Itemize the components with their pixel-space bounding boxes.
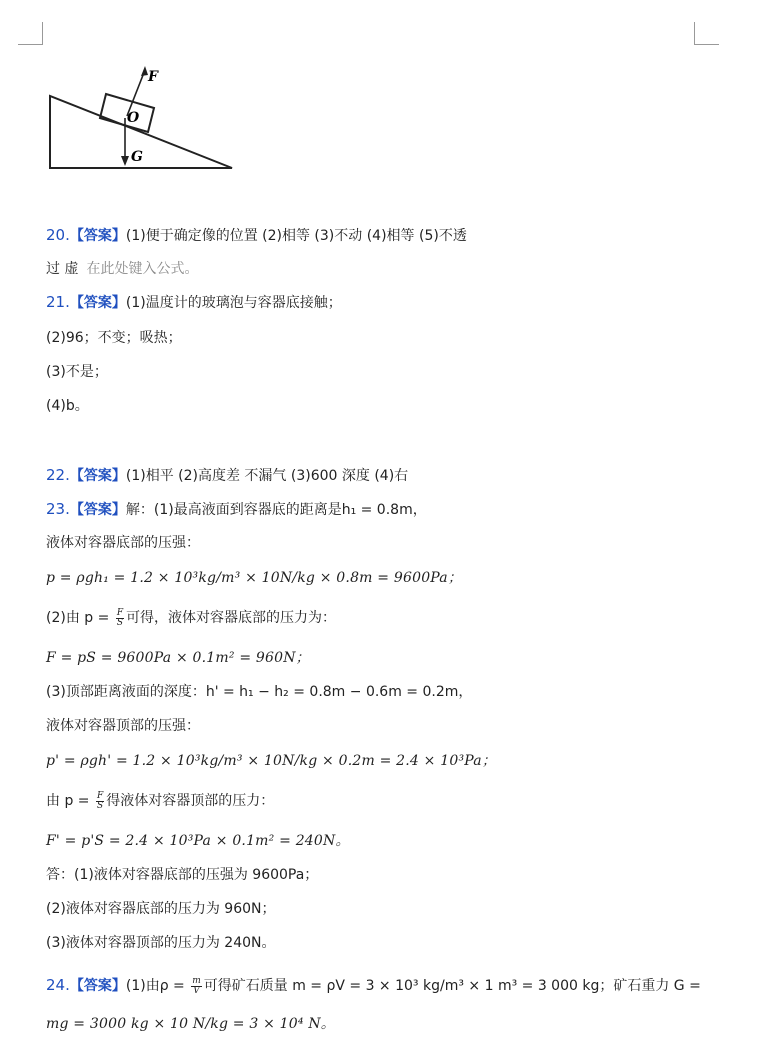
fraction-numerator: F bbox=[116, 607, 124, 618]
force-f-arrowhead bbox=[141, 66, 148, 76]
answer-tag: 【答案】 bbox=[69, 978, 126, 994]
answer-21 bbox=[46, 292, 342, 313]
answer-22 bbox=[46, 465, 408, 486]
equation-prefix: 由 p = bbox=[46, 793, 94, 809]
answer-23-conclusion-3: (3)液体对容器顶部的压力为 240N。 bbox=[46, 935, 276, 951]
incline-force-diagram bbox=[44, 56, 244, 176]
answer-23-line-6: (3)顶部距离液面的深度：h' = h₁ − h₂ = 0.8m − 0.6m = 0.2m， bbox=[46, 684, 473, 700]
point-label: O bbox=[127, 110, 140, 126]
weight-label: G bbox=[131, 149, 143, 165]
question-number: 20. bbox=[46, 226, 70, 244]
answer-21-line-2: (2)96；不变；吸热； bbox=[46, 330, 182, 346]
fraction-f-over-s bbox=[96, 792, 104, 811]
answer-23-conclusion-1: 答：(1)液体对容器底部的压强为 9600Pa； bbox=[46, 867, 319, 883]
answer-tag: 【答案】 bbox=[69, 295, 126, 311]
crop-mark-top-right bbox=[694, 22, 719, 45]
answer-tag: 【答案】 bbox=[69, 502, 126, 518]
answer-text: 解：(1)最高液面到容器底的距离是h₁ = 0.8m， bbox=[125, 502, 427, 518]
answer-text: (1)便于确定像的位置 (2)相等 (3)不动 (4)相等 (5)不透 bbox=[125, 228, 467, 244]
question-number: 22. bbox=[46, 466, 70, 484]
equation-gravity: mg = 3000 kg × 10 N/kg = 3 × 10⁴ N。 bbox=[46, 1016, 335, 1032]
answer-text: 过 虚 bbox=[46, 261, 79, 277]
equation-pressure-top: p' = ρgh' = 1.2 × 10³kg/m³ × 10N/kg × 0.2m = 2.4 × 10³Pa； bbox=[46, 753, 497, 769]
question-number: 24. bbox=[46, 976, 70, 994]
fraction-denominator: S bbox=[97, 800, 104, 811]
answer-24 bbox=[46, 975, 701, 996]
answer-text: (1)由ρ = bbox=[125, 978, 190, 994]
fraction-denominator: V bbox=[193, 985, 200, 996]
answer-23 bbox=[46, 499, 427, 520]
answer-text: (1)相平 (2)高度差 不漏气 (3)600 深度 (4)右 bbox=[125, 468, 409, 484]
equation-force-top: F' = p'S = 2.4 × 10³Pa × 0.1m² = 240N。 bbox=[46, 833, 350, 849]
answer-20-continued bbox=[46, 259, 198, 279]
answer-text: 得液体对容器顶部的压力： bbox=[106, 793, 275, 809]
answer-23-conclusion-2: (2)液体对容器底部的压力为 960N； bbox=[46, 901, 276, 917]
fraction-numerator: m bbox=[192, 975, 201, 986]
answer-23-line-7: 液体对容器顶部的压强： bbox=[46, 718, 200, 734]
answer-23-line-9 bbox=[46, 791, 274, 811]
equation-placeholder[interactable]: 在此处键入公式。 bbox=[86, 261, 199, 277]
answer-21-line-3: (3)不是； bbox=[46, 364, 108, 380]
answer-text: (1)温度计的玻璃泡与容器底接触； bbox=[125, 295, 342, 311]
equation-pressure-bottom: p = ρgh₁ = 1.2 × 10³kg/m³ × 10N/kg × 0.8m = 9600Pa； bbox=[46, 570, 463, 586]
answer-23-line-2: 液体对容器底部的压强： bbox=[46, 535, 200, 551]
equation-prefix: (2)由 p = bbox=[46, 610, 114, 626]
answer-text: 可得，液体对容器底部的压力为： bbox=[126, 610, 337, 626]
fraction-f-over-s bbox=[116, 609, 124, 628]
answer-23-line-4 bbox=[46, 608, 336, 628]
answer-text: 可得矿石质量 m = ρV = 3 × 10³ kg/m³ × 1 m³ = 3 000 kg；矿石重力 G = bbox=[203, 978, 701, 994]
fraction-numerator: F bbox=[96, 790, 104, 801]
force-label: F bbox=[148, 69, 158, 85]
answer-tag: 【答案】 bbox=[69, 228, 126, 244]
question-number: 23. bbox=[46, 500, 70, 518]
answer-tag: 【答案】 bbox=[69, 468, 126, 484]
question-number: 21. bbox=[46, 293, 70, 311]
fraction-m-over-v bbox=[191, 977, 202, 996]
answer-21-line-4: (4)b。 bbox=[46, 398, 89, 414]
fraction-denominator: S bbox=[116, 617, 124, 628]
crop-mark-top-left bbox=[18, 22, 43, 45]
equation-force-bottom: F = pS = 9600Pa × 0.1m² = 960N； bbox=[46, 650, 310, 666]
answer-20 bbox=[46, 225, 467, 246]
gravity-g-arrowhead bbox=[121, 156, 129, 166]
